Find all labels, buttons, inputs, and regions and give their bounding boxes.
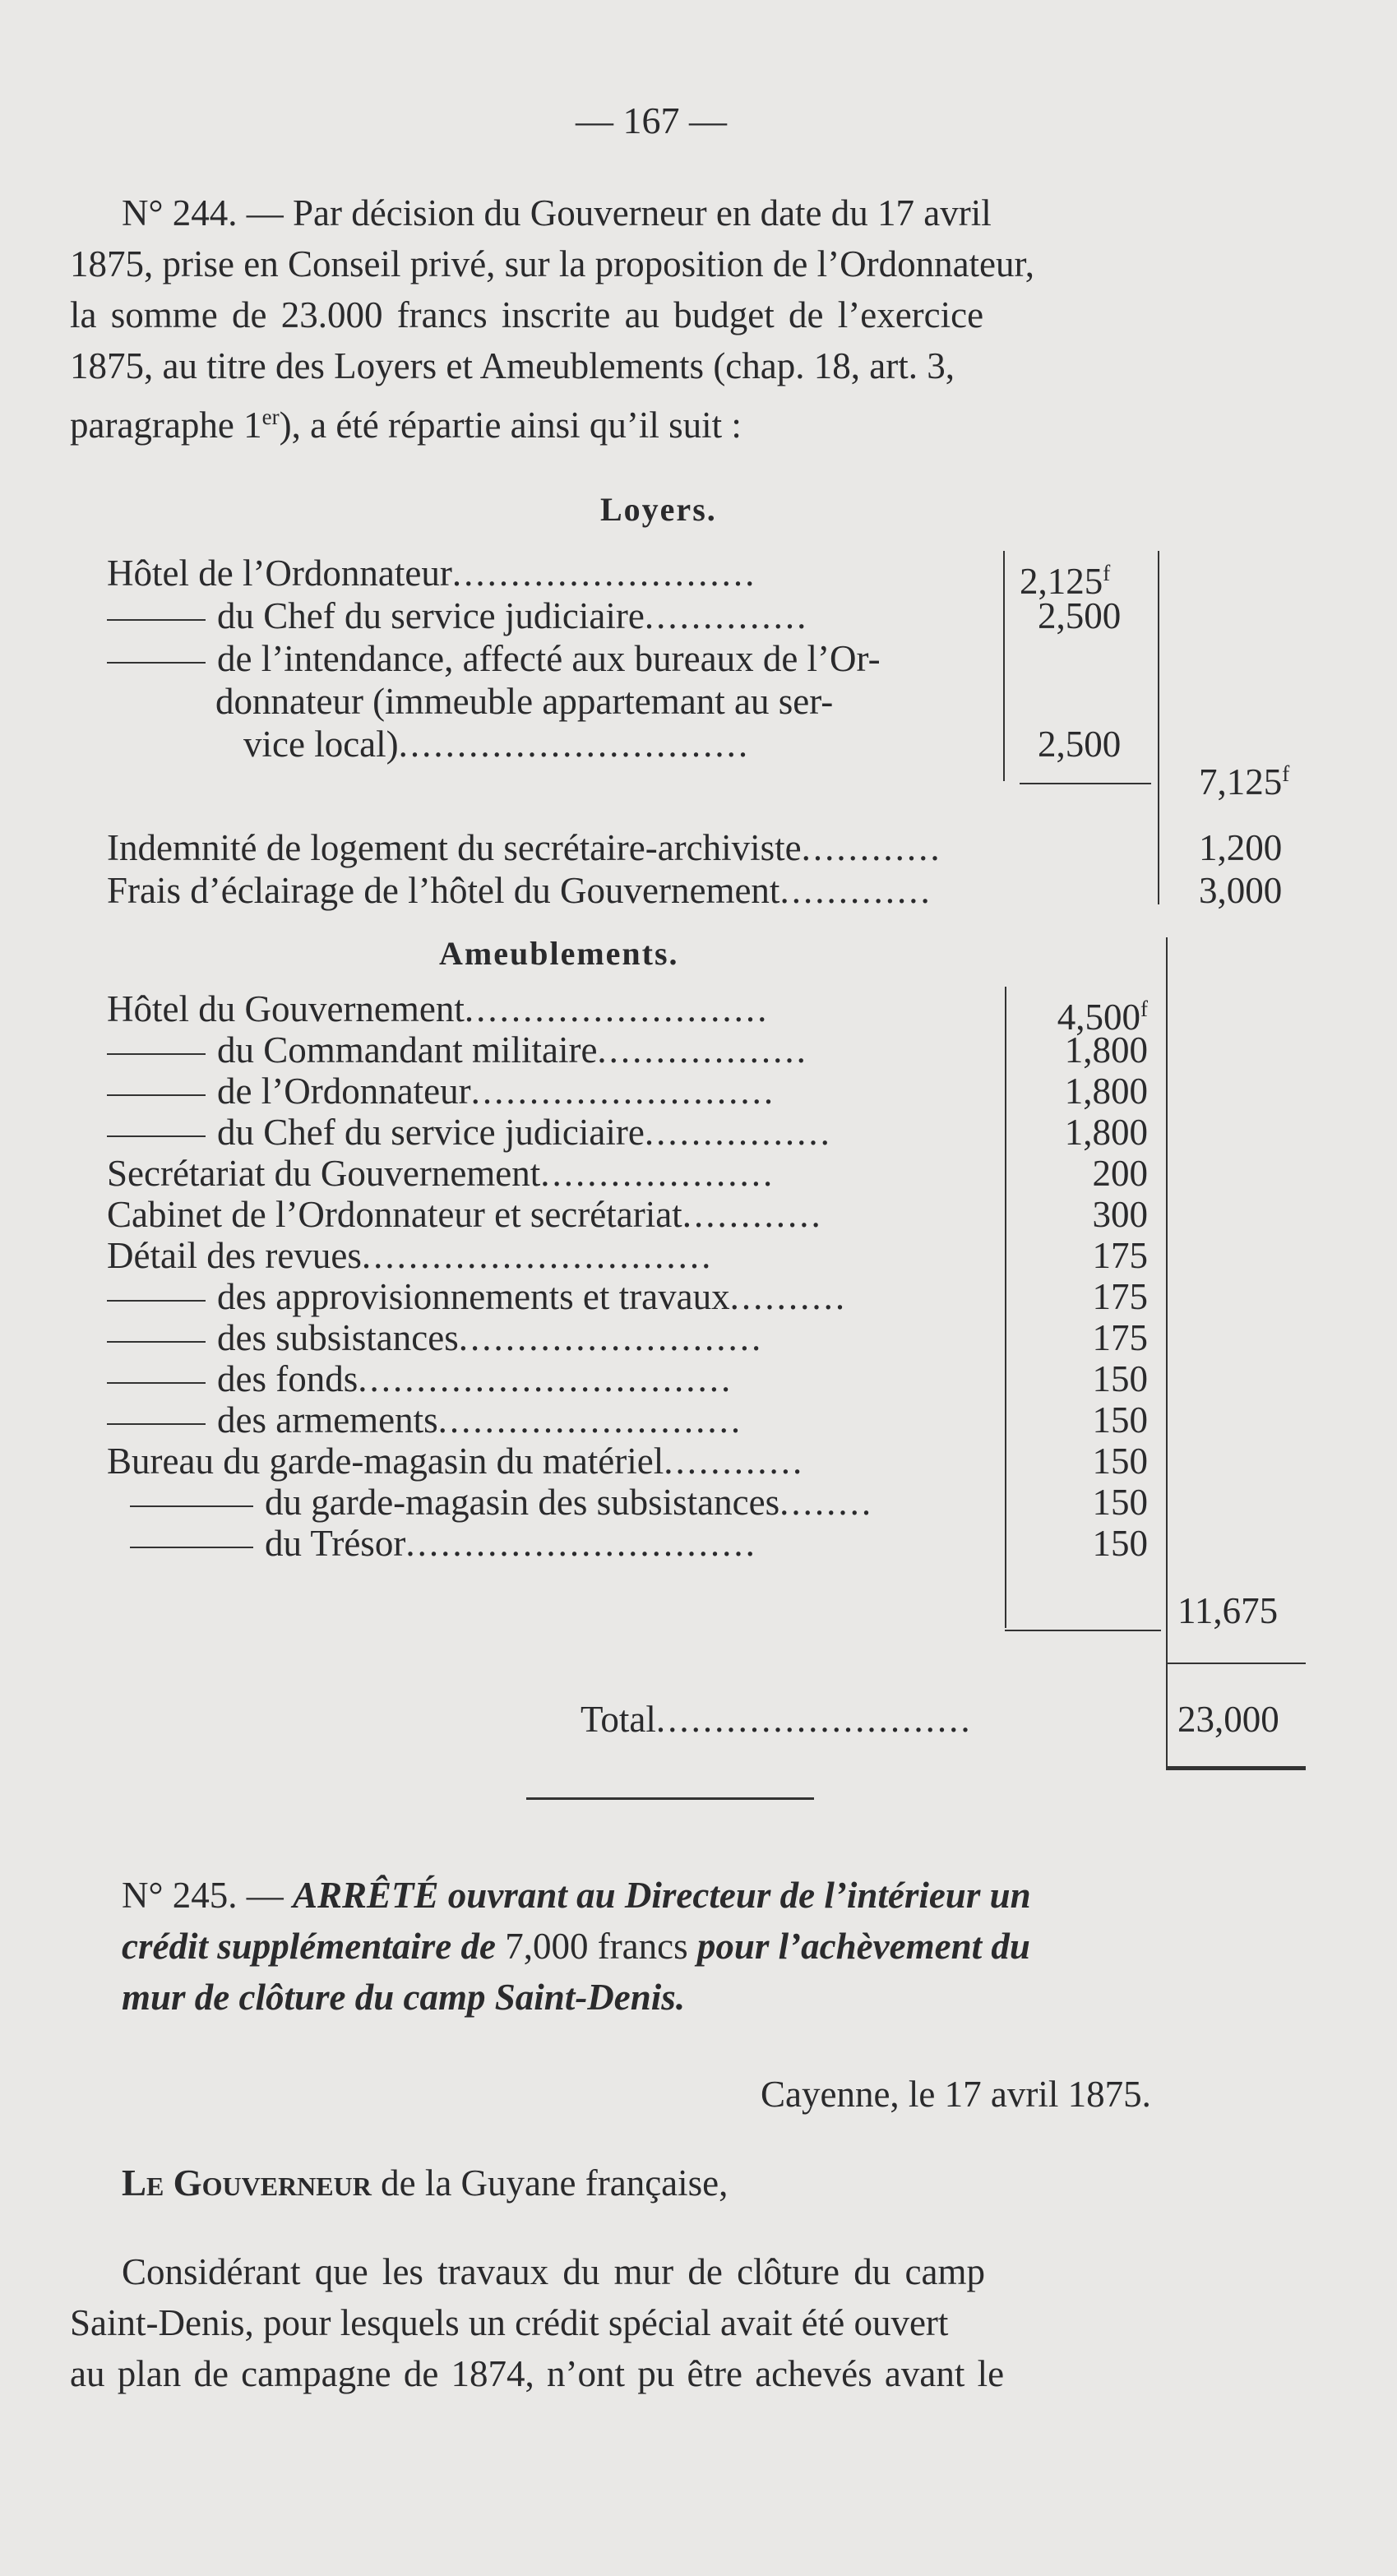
row-label: des subsistances (217, 1317, 459, 1358)
ameublement-row (107, 1480, 873, 1524)
arrete-245-line-1 (122, 1873, 1031, 1917)
dot-leader: ............. (779, 870, 932, 911)
row-label: du Chef du service judiciaire (217, 595, 645, 636)
row-label: du Trésor (265, 1523, 406, 1564)
arrete-dash: — (246, 1875, 284, 1916)
amount: 1,800 (1064, 1071, 1148, 1112)
ditto-dash (107, 1135, 206, 1137)
indemnite-row (107, 826, 942, 870)
eclairage-row (107, 868, 932, 913)
arrete-number: N° 245. (122, 1875, 238, 1916)
row-label: Hôtel de l’Ordonnateur (107, 553, 452, 594)
decision-244-line-3: la somme de 23.000 francs inscrite au budget de l’exercice (70, 294, 984, 335)
row-label: Frais d’éclairage de l’hôtel du Gouvernement (107, 870, 780, 911)
ameublement-amount (1093, 1521, 1149, 1565)
dot-leader: .......................... (464, 988, 770, 1029)
ameublement-amount (1065, 1110, 1148, 1154)
loyers-heading: Loyers. (600, 491, 717, 528)
ditto-dash (107, 662, 206, 664)
ameublement-row (107, 1110, 832, 1154)
amount: 300 (1092, 1194, 1148, 1235)
loyers-row-1 (107, 551, 756, 595)
superscript: er (261, 405, 280, 429)
row-label: Secrétariat du Gouvernement (107, 1153, 541, 1194)
ameublement-row (107, 1151, 775, 1196)
decision-244-line-1 (122, 191, 992, 235)
ditto-dash (107, 619, 206, 621)
loyers-row-3 (107, 636, 881, 681)
considering-line-3: au plan de campagne de 1874, n’ont pu être achevés avant le (70, 2353, 1005, 2394)
dot-leader: .......................... (437, 1399, 743, 1441)
ameublement-row (107, 1357, 733, 1401)
row-label: Bureau du garde-magasin du matériel (107, 1441, 664, 1482)
ameublement-row (107, 1233, 713, 1278)
row-label: Hôtel du Gouvernement (107, 988, 465, 1029)
total-amount: 23,000 (1177, 1699, 1279, 1740)
ameublement-amount (1093, 1439, 1149, 1483)
ameublement-amount (1093, 1151, 1149, 1196)
ameublement-amount (1093, 1398, 1149, 1442)
dot-leader: .............................. (405, 1523, 757, 1564)
amount: 4,500 (1057, 997, 1140, 1038)
ditto-dash (107, 1300, 206, 1302)
ditto-dash (107, 1053, 206, 1055)
ameublement-amount (1093, 1192, 1149, 1237)
dot-leader: ............ (801, 827, 942, 868)
dot-leader: .......................... (470, 1071, 776, 1112)
decision-number: N° 244. (122, 192, 238, 234)
amount: 150 (1092, 1399, 1148, 1441)
ditto-dash (130, 1505, 253, 1507)
row-label: Indemnité de logement du secrétaire-archiviste (107, 827, 802, 868)
dot-leader: .............. (644, 595, 809, 636)
arrete-text: pour l’achèvement du (696, 1926, 1030, 1967)
dot-leader: .......... (729, 1276, 848, 1317)
column-rule (1166, 937, 1168, 1768)
amount: 175 (1092, 1276, 1148, 1317)
ditto-dash (107, 1423, 206, 1425)
considering-line-2: Saint-Denis, pour lesquels un crédit spécial avait été ouvert (70, 2302, 949, 2343)
loyers-row-2 (107, 594, 808, 638)
decision-244-line-4: 1875, au titre des Loyers et Ameublements (chap. 18, art. 3, (70, 345, 955, 386)
arrete-text: crédit supplémentaire de (122, 1926, 496, 1967)
ameublement-row (107, 1028, 808, 1072)
row-label: du Chef du service judiciaire (217, 1112, 645, 1153)
indemnite-amount: 1,200 (1199, 827, 1283, 868)
subtotal-rule (1005, 1630, 1161, 1631)
considering-line-1: Considérant que les travaux du mur de clôture du camp (122, 2251, 985, 2292)
amount: 150 (1092, 1358, 1148, 1399)
ditto-dash (130, 1547, 253, 1548)
dot-leader: .............................. (398, 724, 751, 765)
dot-leader: .............................. (361, 1235, 714, 1276)
ameublements-heading: Ameublements. (439, 935, 679, 972)
total-rule (1166, 1663, 1306, 1664)
subtotal-rule (1020, 783, 1151, 784)
amount: 175 (1092, 1317, 1148, 1358)
arrete-245-line-2 (122, 1924, 1030, 1968)
amount: 1,800 (1064, 1112, 1148, 1153)
row-label: Cabinet de l’Ordonnateur et secrétariat (107, 1194, 682, 1235)
dot-leader: ............ (664, 1441, 805, 1482)
dot-leader: .......................... (451, 553, 757, 594)
ameublement-amount (1093, 1480, 1149, 1524)
governor-place: de la Guyane française, (371, 2162, 729, 2204)
amount: 150 (1092, 1523, 1148, 1564)
total-row (581, 1697, 973, 1741)
paragraph-word: paragraphe 1 (70, 405, 262, 446)
ameublement-amount (1065, 1069, 1148, 1113)
unit: f (1282, 761, 1290, 786)
loyers-amount-2: 2,500 (1038, 595, 1122, 636)
ameublement-row (107, 1274, 847, 1319)
ameublement-amount (1093, 1357, 1149, 1401)
arrete-title: ARRÊTÉ ouvrant au Directeur de l’intérieur un (293, 1875, 1031, 1916)
ameublement-row (107, 1521, 757, 1565)
amount: 175 (1092, 1235, 1148, 1276)
row-label: de l’Ordonnateur (217, 1071, 471, 1112)
column-rule (1158, 551, 1159, 904)
amount: 2,125 (1020, 561, 1103, 602)
place-date: Cayenne, le 17 avril 1875. (761, 2074, 1151, 2115)
arrete-245-line-3: mur de clôture du camp Saint-Denis. (122, 1977, 686, 2018)
dot-leader: ................................ (358, 1358, 733, 1399)
decision-text: — Par décision du Gouverneur en date du 17 avril (246, 192, 992, 234)
ameublement-amount (1093, 1316, 1149, 1360)
row-label: du Commandant militaire (217, 1029, 598, 1071)
dot-leader: .......................... (458, 1317, 764, 1358)
dot-leader: .................. (597, 1029, 808, 1071)
decision-244-line-2: 1875, prise en Conseil privé, sur la proposition de l’Ordonnateur, (70, 243, 1034, 284)
ameublement-amount (1093, 1274, 1149, 1319)
ditto-dash (107, 1382, 206, 1384)
ameublement-row (107, 987, 769, 1031)
ameublements-subtotal: 11,675 (1177, 1590, 1279, 1631)
section-separator (526, 1797, 814, 1800)
ameublement-row (107, 1069, 775, 1113)
ditto-dash (107, 1094, 206, 1096)
unit: f (1140, 997, 1148, 1021)
ameublement-row (107, 1439, 804, 1483)
total-label: Total (581, 1699, 656, 1740)
loyers-subtotal (1199, 752, 1289, 804)
ameublement-row (107, 1398, 742, 1442)
decision-244-line-5 (70, 395, 742, 447)
ameublement-row (107, 1192, 823, 1237)
column-rule (1003, 551, 1005, 781)
loyers-row-3b: donnateur (immeuble appartemant au ser- (215, 681, 834, 722)
amount: 7,125 (1199, 761, 1283, 802)
double-rule (1166, 1766, 1306, 1770)
ameublement-row (107, 1316, 763, 1360)
eclairage-amount: 3,000 (1199, 870, 1283, 911)
column-rule (1005, 987, 1006, 1628)
amount: 200 (1092, 1153, 1148, 1194)
dot-leader: ................ (644, 1112, 832, 1153)
amount: 1,800 (1064, 1029, 1148, 1071)
row-label: vice local) (243, 724, 399, 765)
governor-line (122, 2161, 728, 2205)
row-label: du garde-magasin des subsistances (265, 1482, 780, 1523)
ameublement-amount (1093, 1233, 1149, 1278)
loyers-amount-3: 2,500 (1038, 724, 1122, 765)
amount: 150 (1092, 1482, 1148, 1523)
row-label: des approvisionnements et travaux (217, 1276, 730, 1317)
dot-leader: ............ (682, 1194, 823, 1235)
row-label: Détail des revues (107, 1235, 362, 1276)
row-label: des fonds (217, 1358, 359, 1399)
page-number: — 167 — (576, 99, 727, 141)
dot-leader: .................... (540, 1153, 775, 1194)
row-label: de l’intendance, affecté aux bureaux de l’Or- (217, 638, 881, 679)
dot-leader: ........................... (655, 1699, 973, 1740)
dot-leader: ........ (779, 1482, 874, 1523)
paragraph-rest: ), a été répartie ainsi qu’il suit : (279, 405, 742, 446)
amount: 150 (1092, 1441, 1148, 1482)
ameublement-amount (1065, 1028, 1148, 1072)
loyers-row-3c (243, 722, 750, 766)
ditto-dash (107, 1341, 206, 1343)
row-label: des armements (217, 1399, 438, 1441)
governor-title: Le Gouverneur (122, 2162, 372, 2204)
unit: f (1103, 561, 1111, 585)
arrete-amount: 7,000 francs (505, 1926, 688, 1967)
